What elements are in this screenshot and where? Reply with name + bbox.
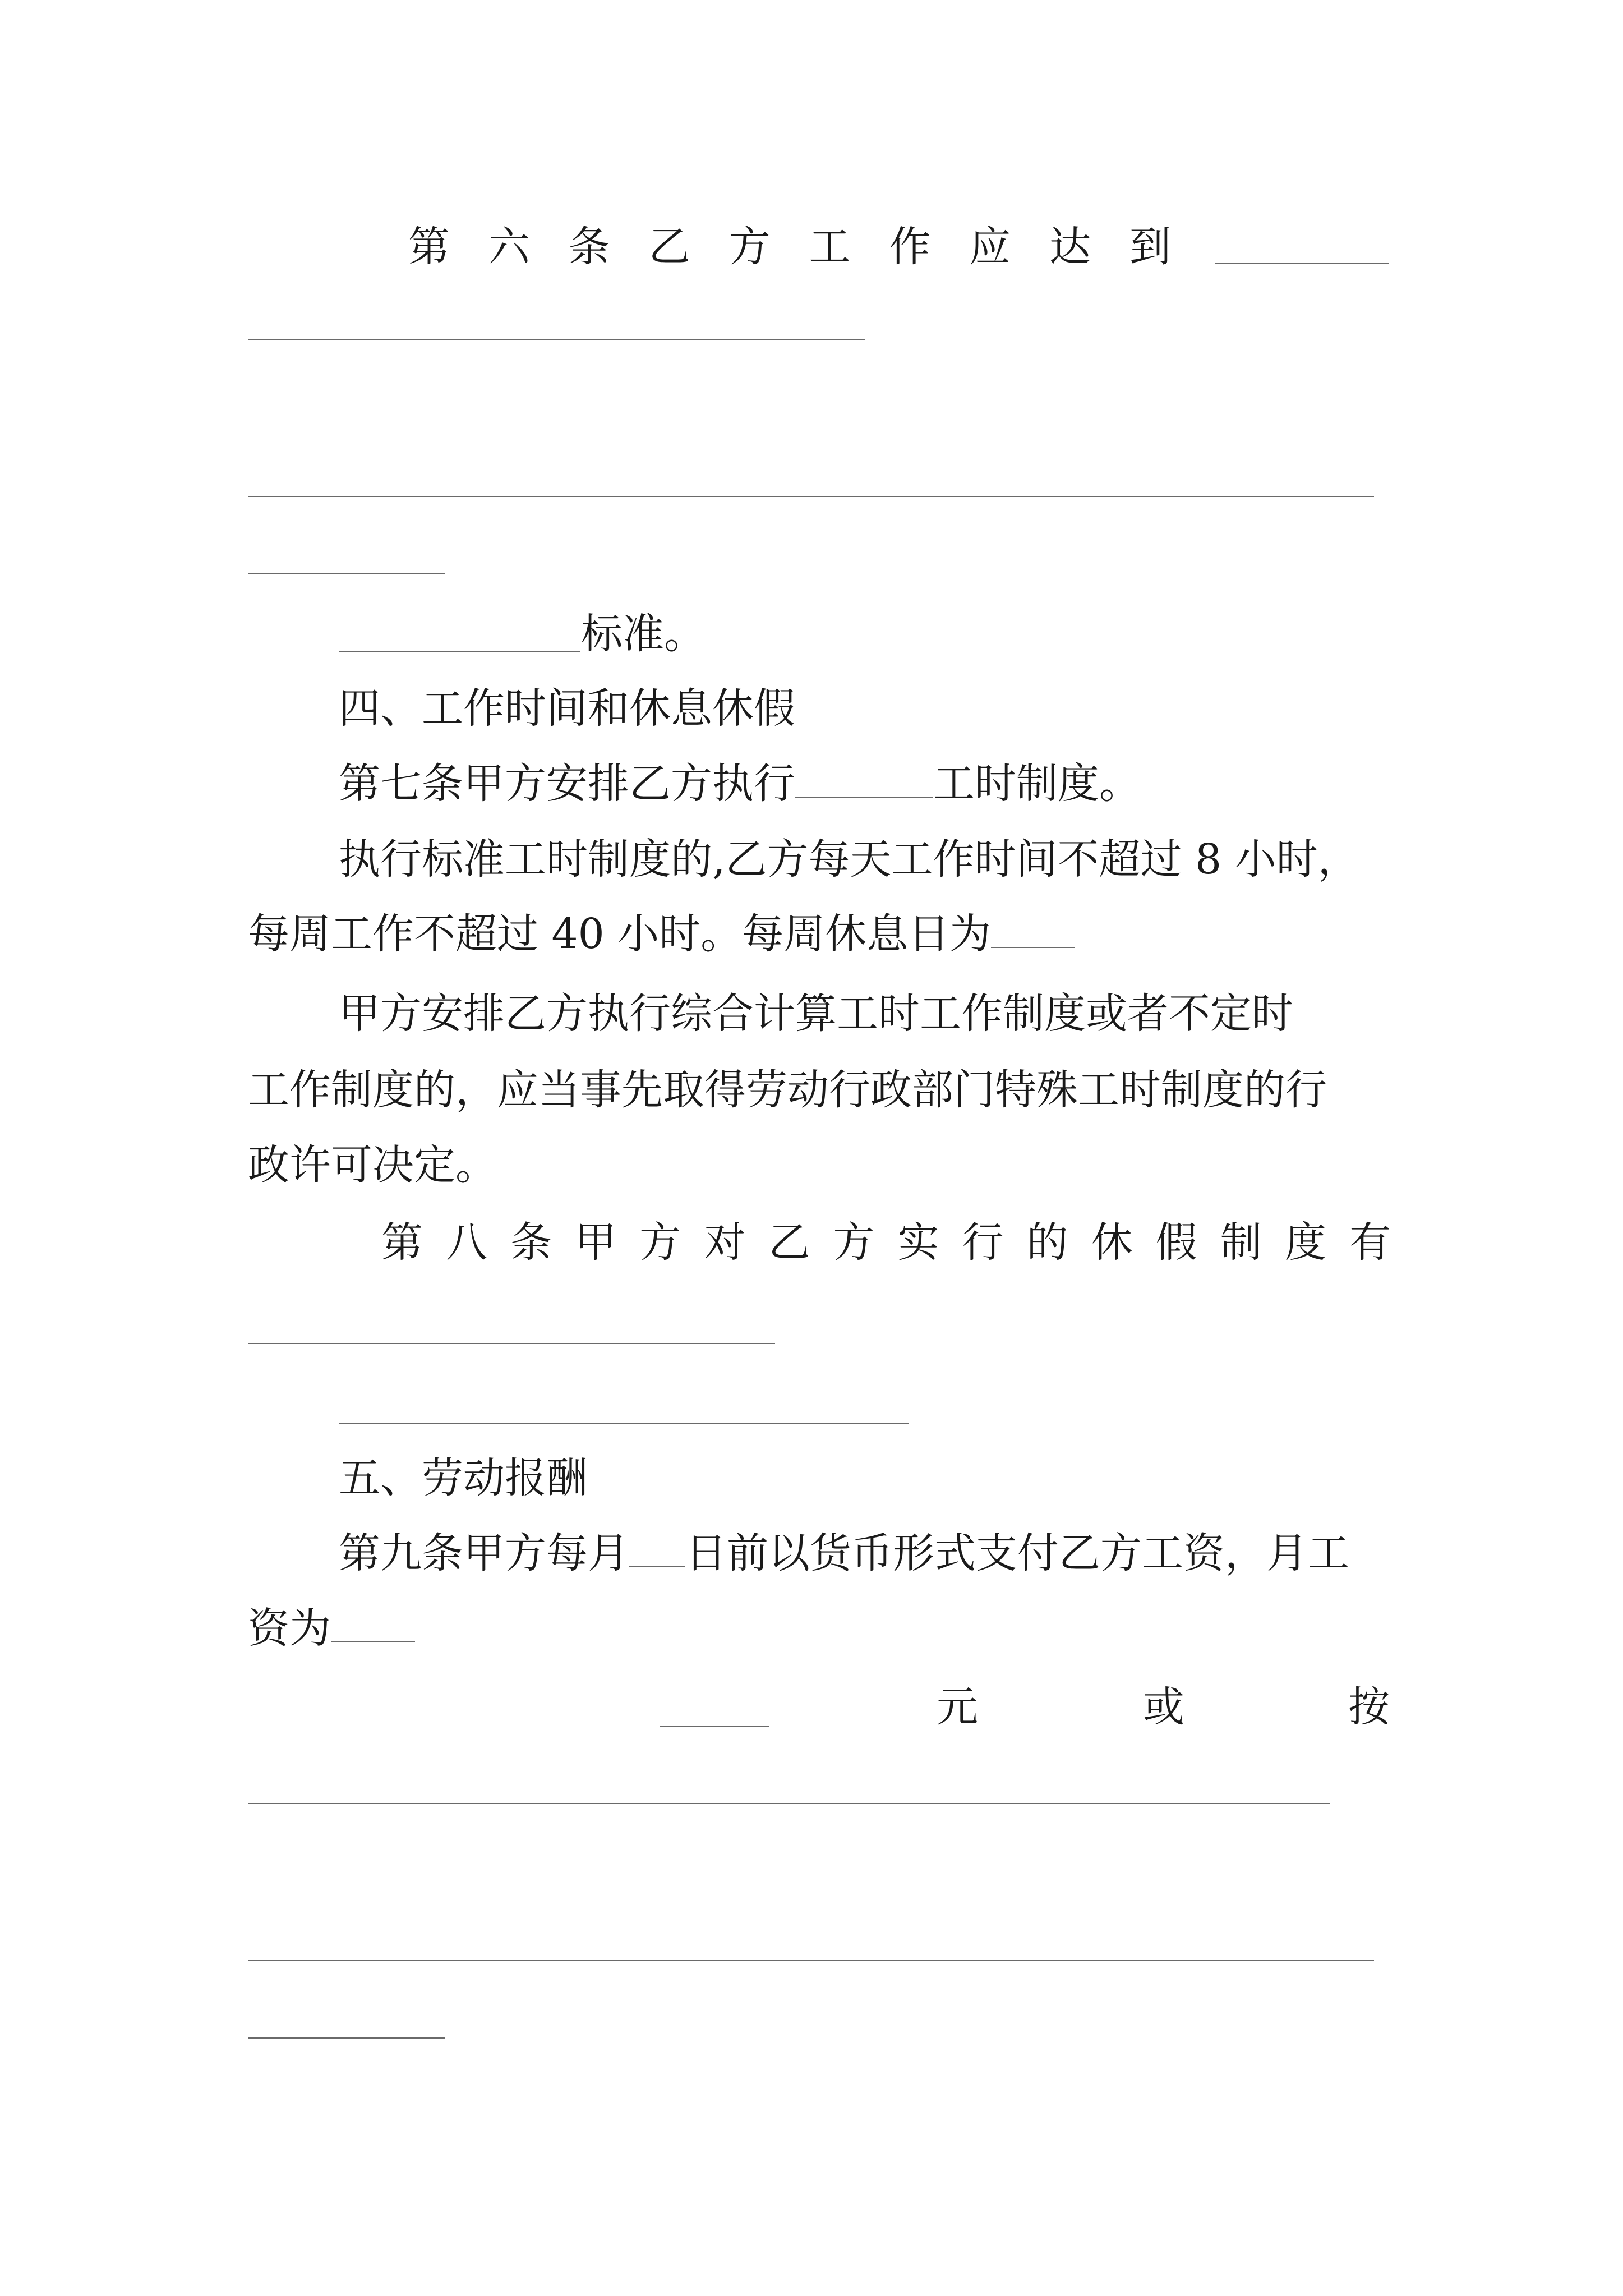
wage-label: 资为 <box>248 1604 331 1653</box>
article6-char: 工 <box>809 223 851 271</box>
section4-heading: 四、工作时间和休息休假 <box>339 684 795 733</box>
article8-char: 方 <box>639 1218 681 1267</box>
article8-char: 休 <box>1091 1218 1133 1267</box>
article8-char: 行 <box>962 1218 1004 1267</box>
wage-amount-blank <box>660 1726 769 1727</box>
article6-char: 应 <box>969 223 1011 271</box>
article9-line-1 <box>339 1528 1349 1579</box>
section5-heading: 五、劳动报酬 <box>339 1454 588 1502</box>
special-hours-line-3: 政许可决定。 <box>248 1141 497 1189</box>
article6-heading <box>408 222 1171 272</box>
article7-blank <box>795 761 933 798</box>
article8-char: 度 <box>1284 1218 1326 1267</box>
wage-word-by: 按 <box>1348 1683 1390 1731</box>
wage-blank-2 <box>248 1960 1374 1961</box>
article6-char: 方 <box>728 223 771 271</box>
article6-ending: 标准。 <box>581 610 706 658</box>
wage-unit-yuan: 元 <box>937 1683 978 1731</box>
article6-blank-3 <box>248 496 1374 497</box>
article6-char: 达 <box>1049 223 1091 271</box>
article9-prefix: 第九条甲方每月 <box>339 1529 629 1577</box>
article7-prefix: 第七条甲方安排乙方执行 <box>339 760 795 808</box>
article6-char: 第 <box>408 223 450 271</box>
article8-blank-2 <box>339 1423 909 1424</box>
article7-suffix: 工时制度。 <box>933 760 1141 808</box>
article8-char: 对 <box>704 1218 746 1267</box>
standard-hours-text: 每周工作不超过 40 小时。每周休息日为 <box>248 910 992 958</box>
rest-day-blank <box>991 911 1075 948</box>
article6-blank-1 <box>1215 263 1389 264</box>
article8-char: 方 <box>833 1218 875 1267</box>
article6-char: 乙 <box>648 223 690 271</box>
standard-hours-line-2 <box>248 909 1075 959</box>
article6-blank-5 <box>339 651 580 652</box>
article7-line <box>339 758 1141 809</box>
article8-char: 的 <box>1026 1218 1068 1267</box>
special-hours-line-2: 工作制度的，应当事先取得劳动行政部门特殊工时制度的行 <box>248 1066 1327 1114</box>
wage-blank <box>331 1605 415 1642</box>
article6-char: 到 <box>1129 223 1171 271</box>
special-hours-line-1: 甲方安排乙方执行综合计算工时工作制度或者不定时 <box>339 990 1293 1038</box>
article6-blank-2 <box>248 339 865 340</box>
article8-char: 假 <box>1155 1218 1197 1267</box>
wage-word-or: 或 <box>1143 1683 1184 1731</box>
article8-char: 条 <box>510 1218 552 1267</box>
article8-char: 有 <box>1349 1218 1391 1267</box>
article6-char: 条 <box>568 223 610 271</box>
article6-blank-4 <box>248 573 445 574</box>
article8-char: 实 <box>897 1218 939 1267</box>
article8-heading <box>381 1217 1391 1268</box>
article6-char: 六 <box>488 223 530 271</box>
article8-char: 八 <box>446 1218 488 1267</box>
article8-char: 第 <box>381 1218 423 1267</box>
article9-suffix: 日前以货币形式支付乙方工资，月工 <box>685 1529 1349 1577</box>
pay-day-blank <box>629 1530 685 1567</box>
standard-hours-line-1: 执行标准工时制度的,乙方每天工作时间不超过 8 小时， <box>339 835 1359 884</box>
article9-line-2 <box>248 1603 415 1654</box>
article8-blank-1 <box>248 1343 775 1344</box>
wage-blank-1 <box>248 1803 1330 1804</box>
wage-blank-3 <box>248 2037 445 2039</box>
article8-char: 乙 <box>768 1218 810 1267</box>
article8-char: 甲 <box>575 1218 617 1267</box>
article8-char: 制 <box>1220 1218 1262 1267</box>
article6-char: 作 <box>889 223 931 271</box>
